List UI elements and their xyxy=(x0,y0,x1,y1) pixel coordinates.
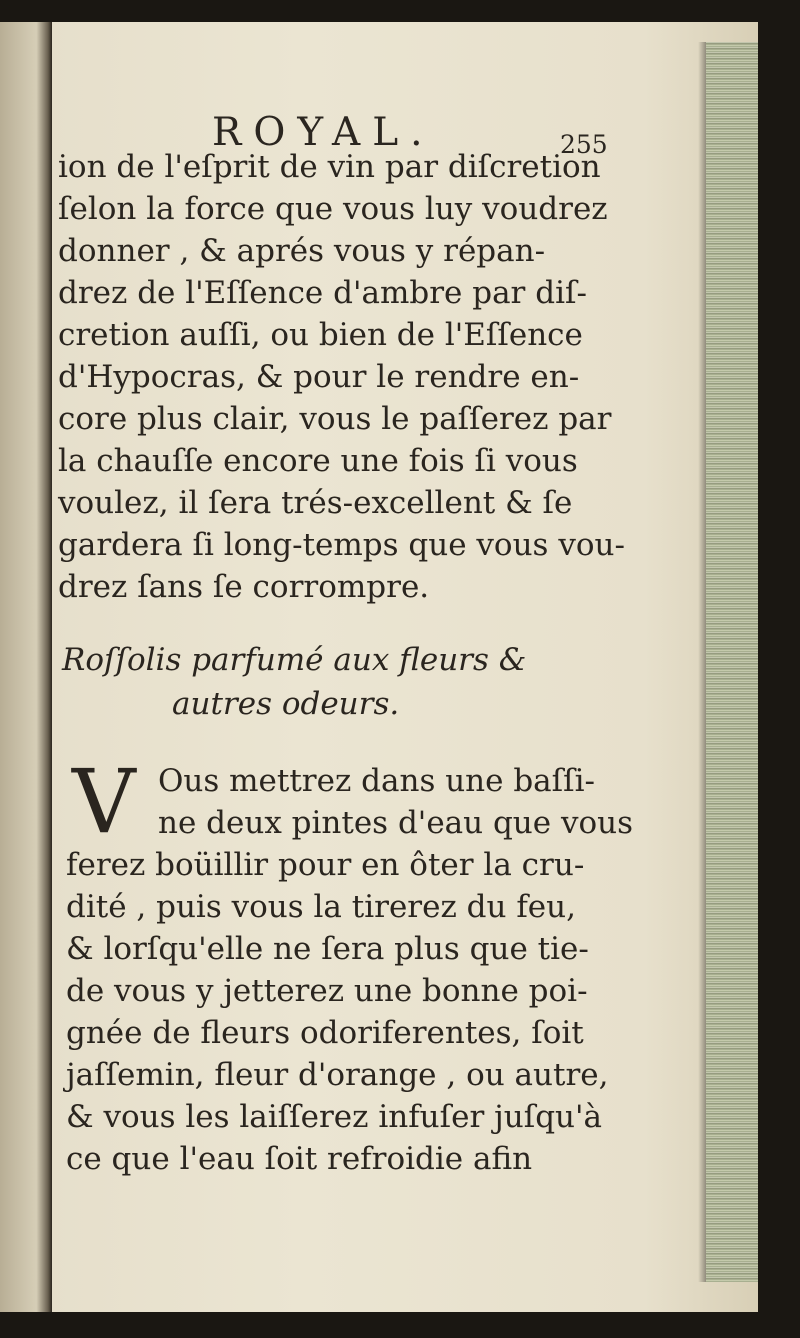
page-gutter xyxy=(0,22,52,1312)
page-number: 255 xyxy=(560,130,608,159)
text-line: d'Hypocras, & pour le rendre en- xyxy=(58,359,580,395)
text-line: core plus clair, vous le paſſerez par xyxy=(58,401,612,437)
recipe-title-line-1: Roſſolis parfumé aux fleurs & xyxy=(62,642,527,678)
text-line: ion de l'eſprit de vin par diſcretion xyxy=(58,149,601,185)
text-line: gardera ſi long-temps que vous vou- xyxy=(58,527,625,563)
text-line: drez de l'Eſſence d'ambre par diſ- xyxy=(58,275,587,311)
text-line: gnée de fleurs odoriferentes, ſoit xyxy=(66,1015,584,1051)
text-line: jaſſemin, fleur d'orange , ou autre, xyxy=(66,1057,609,1093)
text-line: ce que l'eau ſoit refroidie afin xyxy=(66,1141,533,1177)
text-line: drez ſans ſe corrompre. xyxy=(58,569,430,605)
text-line: voulez, il ſera trés-excellent & ſe xyxy=(58,485,573,521)
text-line: de vous y jetterez une bonne poi- xyxy=(66,973,588,1009)
recipe-title xyxy=(52,638,712,726)
text-line: Ous mettrez dans une baſſi- xyxy=(158,763,595,799)
recipe-title-line-2: autres odeurs. xyxy=(172,686,400,722)
text-line: ne deux pintes d'eau que vous xyxy=(158,805,634,841)
paragraph-2 xyxy=(52,750,712,1180)
drop-cap: V xyxy=(72,750,136,853)
text-line: cretion auſſi, ou bien de l'Eſſence xyxy=(58,317,583,353)
text-line: & lorſqu'elle ne ſera plus que tie- xyxy=(66,931,589,967)
text-block xyxy=(52,146,712,1180)
running-title: ROYAL. xyxy=(212,110,435,155)
text-line: donner , & aprés vous y répan- xyxy=(58,233,546,269)
paragraph-1 xyxy=(52,146,712,608)
text-line: dité , puis vous la tirerez du feu, xyxy=(66,889,576,925)
text-line: & vous les laiſſerez infuſer juſqu'à xyxy=(66,1099,603,1135)
book-page xyxy=(0,22,758,1312)
text-line: ferez boüillir pour en ôter la cru- xyxy=(66,847,585,883)
text-line: la chauſſe encore une fois ſi vous xyxy=(58,443,578,479)
book-fore-edge xyxy=(706,42,758,1282)
text-line: ſelon la force que vous luy voudrez xyxy=(58,191,608,227)
